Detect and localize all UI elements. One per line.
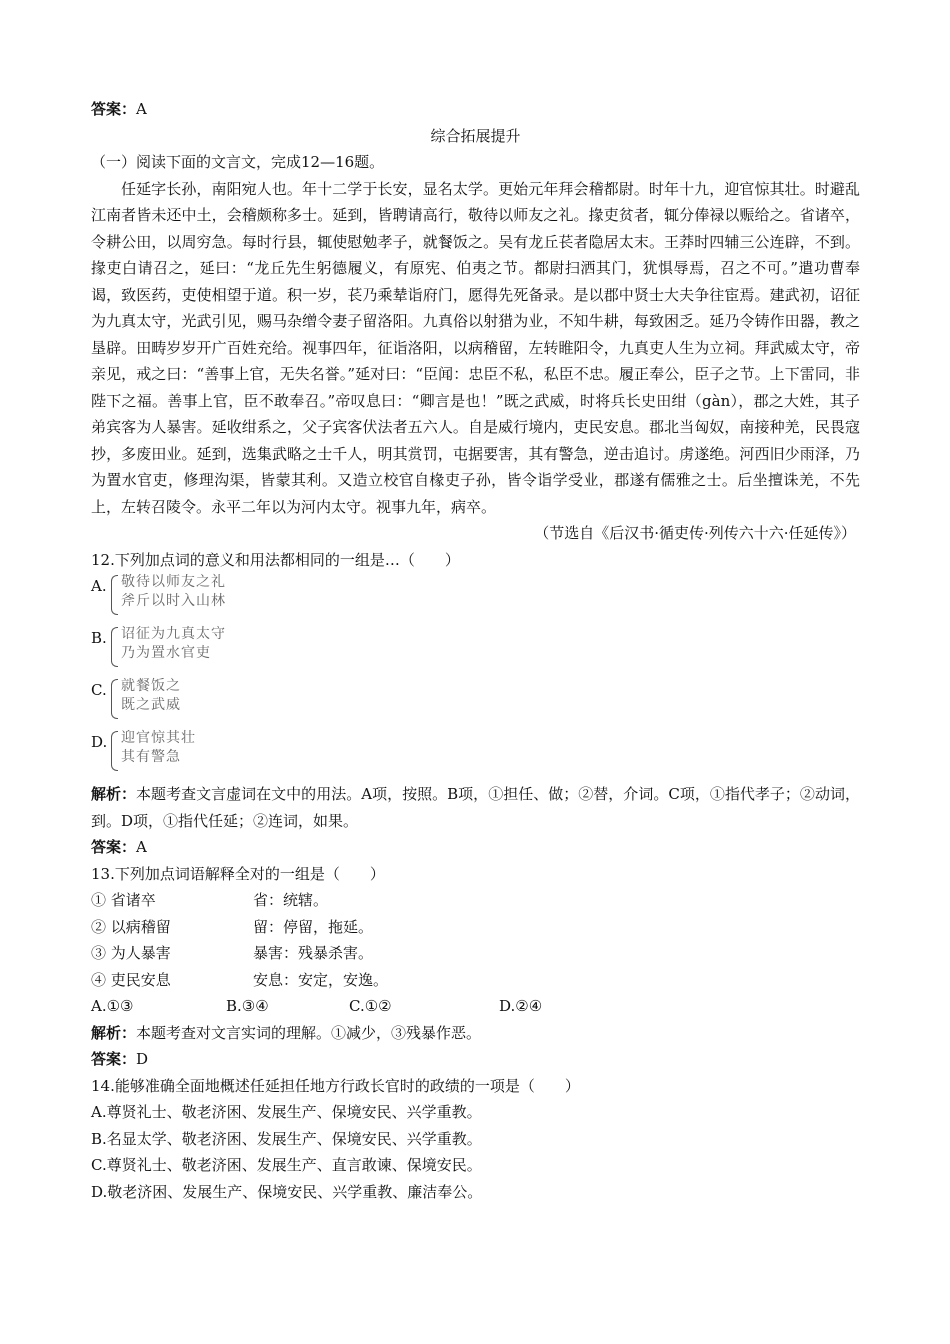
- q14-option-b: B.名显太学、敬老济困、发展生产、保境安民、兴学重教。: [91, 1129, 482, 1148]
- option-label: C.: [91, 681, 107, 699]
- item-text: ③ 为人暴害: [91, 944, 171, 962]
- choice-b: B.③④: [226, 997, 269, 1015]
- brace-icon: [111, 731, 118, 771]
- option-line-1: 就餐饭之: [121, 678, 181, 694]
- choice-d: D.②④: [499, 997, 543, 1015]
- answer-label: 答案: [91, 100, 122, 118]
- passage-source: （节选自《后汉书·循吏传·列传六十六·任延传》）: [534, 524, 856, 542]
- q14-option-c: C.尊贤礼士、敬老济困、发展生产、直言敢谏、保境安民。: [91, 1156, 482, 1174]
- item-gloss: 暴害：残暴杀害。: [253, 944, 374, 962]
- section-title: 综合拓展提升: [430, 126, 521, 145]
- brace-icon: [111, 679, 118, 719]
- list-item: [91, 940, 860, 967]
- q12-answer: 答案：A: [91, 838, 147, 856]
- list-item: [91, 914, 860, 941]
- q13-answer: 答案：D: [91, 1050, 149, 1068]
- q13-analysis: 解析：本题考查对文言实词的理解。①减少，③残暴作恶。: [91, 1023, 482, 1042]
- q12-option-a: [91, 573, 860, 625]
- answer-label: 答案: [91, 838, 122, 856]
- analysis-text: 本题考查对文言实词的理解。①减少，③残暴作恶。: [136, 1023, 482, 1042]
- option-line-2: 乃为置水官吏: [121, 645, 211, 661]
- analysis-label: 解析: [91, 1023, 122, 1042]
- classical-passage: 任延字长孙，南阳宛人也。年十二学于长安，显名太学。更始元年拜会稽都尉。时年十九，迎官惊其壮。时避乱江南者皆未还中土，会稽颇称多士。延到，皆聘请高行，敬待以师友之礼。掾吏贫者，辄分俸禄以赈给之。省诸卒，令耕公田，以周穷急。每时行县，辄使慰勉孝子，就餐饭之。吴有龙丘苌者隐居太末。王莽时四辅三公连辟，不到。掾吏白请召之，延曰：“龙丘先生躬德履义，有原宪、伯夷之节。都尉扫洒其门，犹惧辱焉，召之不可。”遣功曹奉谒，致医药，吏使相望于道。积一岁，苌乃乘辇诣府门，愿得先死备录。是以郡中贤士大夫争往宦焉。建武初，诏征为九真太守，光武引见，赐马杂缯令妻子留洛阳。九真俗以射猎为业，不知牛耕，每致困乏。延乃令铸作田器，教之垦辟。田畴岁岁开广百姓充给。视事四年，征诣洛阳，以病稽留，左转睢阳令，九真吏人生为立祠。拜武威太守，帝亲见，戒之曰：“善事上官，无失名誉。”延对曰：“臣闻：忠臣不私，私臣不忠。履正奉公，臣子之节。上下雷同，非陛下之福。善事上官，臣不敢奉召。”帝叹息曰：“卿言是也！”既之武威，时将兵长史田绀（gàn），郡之大姓，其子弟宾客为人暴害。延收绀系之，父子宾客伏法者五六人。自是威行境内，吏民安息。郡北当匈奴，南接种羌，民畏寇抄，多废田业。延到，选集武略之士千人，明其赏罚，屯据要害，其有警急，逆击追讨。虏遂绝。河西旧少雨泽，乃为置水官吏，修理沟渠，皆蒙其利。又造立校官自椽吏子孙，皆令诣学受业，郡遂有儒雅之士。后坐擅诛羌，不先上，左转召陵令。永平二年以为河内太守。视事九年，病卒。: [91, 179, 860, 516]
- choice-a: A.①③: [91, 997, 134, 1015]
- option-line-2: 既之武威: [121, 697, 181, 713]
- item-text: ① 省诸卒: [91, 891, 156, 909]
- q12-option-c: [91, 677, 860, 729]
- item-gloss: 省：统辖。: [253, 891, 329, 909]
- answer-label: 答案: [91, 1050, 122, 1068]
- item-text: ② 以病稽留: [91, 917, 171, 936]
- q12-stem: 12.下列加点词的意义和用法都相同的一组是…（ ）: [91, 550, 460, 569]
- option-line-1: 敬待以师友之礼: [121, 574, 226, 590]
- option-label: A.: [91, 577, 107, 595]
- analysis-text: 本题考查文言虚词在文中的用法。A项，按照。B项，①担任、做；②替，介词。C项，①指代孝子；②动词，到。D项，①指代任延；②连词，如果。: [91, 785, 860, 830]
- q14-option-d: D.敬老济困、发展生产、保境安民、兴学重教、廉洁奉公。: [91, 1182, 483, 1201]
- q13-items: [91, 887, 860, 993]
- brace-icon: [111, 575, 118, 615]
- option-line-1: 迎官惊其壮: [121, 730, 196, 746]
- item-gloss: 留：停留，拖延。: [253, 917, 374, 936]
- analysis-label: 解析: [91, 785, 122, 803]
- answer-value: A: [136, 838, 147, 856]
- document-page: [91, 96, 860, 1205]
- answer-value: D: [136, 1050, 149, 1068]
- prev-answer-value: A: [136, 100, 147, 118]
- item-text: ④ 吏民安息: [91, 970, 171, 989]
- option-line-2: 斧斤以时入山林: [121, 593, 226, 609]
- q12-analysis: 解析：本题考查文言虚词在文中的用法。A项，按照。B项，①担任、做；②替，介词。C项，①指代孝子；②动词，到。D项，①指代任延；②连词，如果。: [91, 785, 860, 830]
- q13-choices: [91, 993, 860, 1020]
- q14-option-a: A.尊贤礼士、敬老济困、发展生产、保境安民、兴学重教。: [91, 1103, 482, 1121]
- q13-stem: 13.下列加点词语解释全对的一组是（ ）: [91, 864, 385, 883]
- passage-intro: （一）阅读下面的文言文，完成12—16题。: [91, 153, 385, 171]
- item-gloss: 安息：安定，安逸。: [253, 970, 389, 989]
- prev-answer-line: 答案：A: [91, 100, 147, 118]
- option-label: B.: [91, 629, 107, 647]
- option-line-1: 诏征为九真太守: [121, 626, 226, 642]
- q12-option-d: [91, 729, 860, 781]
- option-line-2: 其有警急: [121, 749, 181, 765]
- option-label: D.: [91, 733, 108, 751]
- q14-stem: 14.能够准确全面地概述任延担任地方行政长官时的政绩的一项是（ ）: [91, 1076, 580, 1095]
- list-item: [91, 967, 860, 994]
- choice-c: C.①②: [349, 997, 392, 1015]
- brace-icon: [111, 627, 118, 667]
- list-item: [91, 887, 860, 914]
- q12-option-b: [91, 625, 860, 677]
